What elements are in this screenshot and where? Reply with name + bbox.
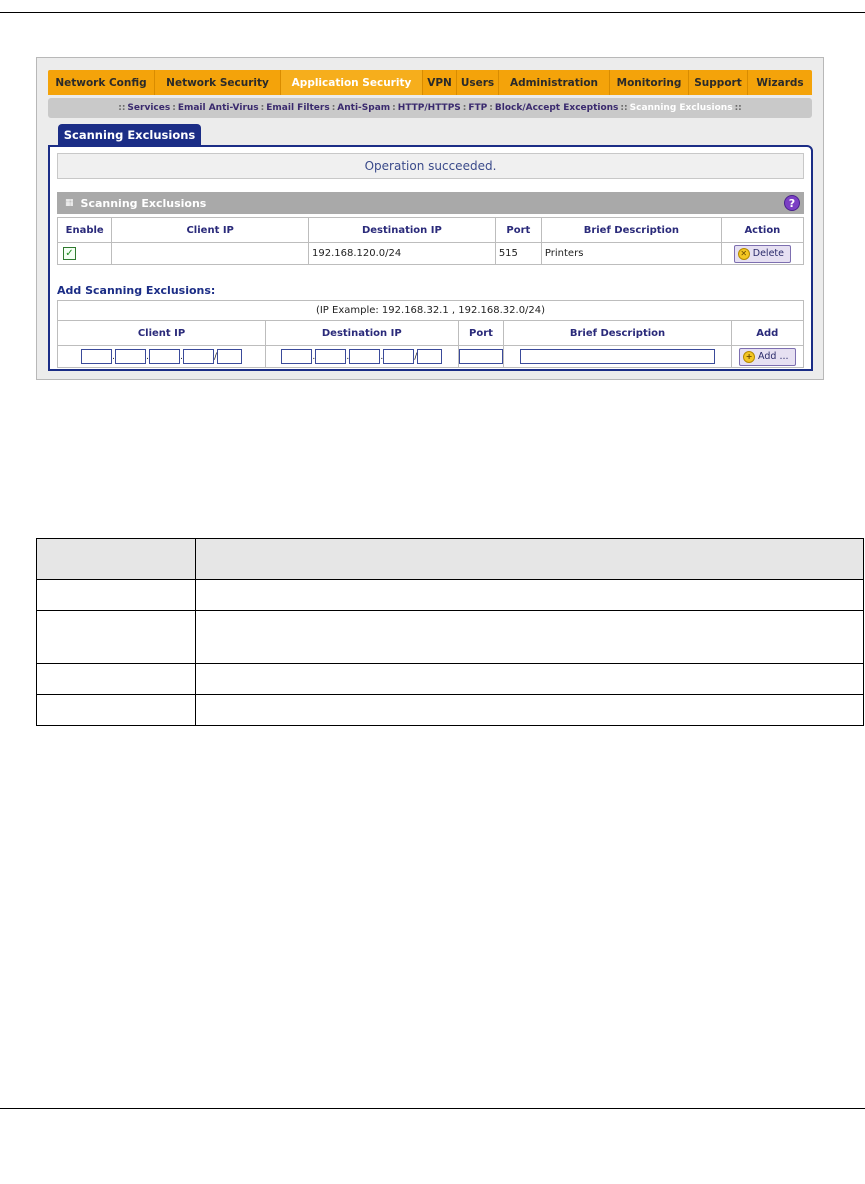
table-row bbox=[58, 243, 804, 265]
doc-table-cell bbox=[37, 695, 196, 726]
column-header: Enable bbox=[58, 218, 112, 243]
table-header-row bbox=[58, 218, 804, 243]
client-ip-cell bbox=[112, 243, 309, 265]
doc-table-header-cell bbox=[196, 539, 864, 580]
sub-nav-separator: : bbox=[489, 103, 493, 113]
destination-ip-octet-1[interactable] bbox=[281, 349, 312, 364]
column-header: Add bbox=[731, 321, 803, 346]
sub-nav-separator: :: bbox=[620, 103, 628, 113]
sub-nav-anti-spam[interactable]: Anti-Spam bbox=[337, 103, 391, 113]
doc-table-cell bbox=[37, 664, 196, 695]
client-ip-octet-2[interactable] bbox=[115, 349, 146, 364]
destination-ip-mask[interactable] bbox=[417, 349, 442, 364]
destination-ip-octet-4[interactable] bbox=[383, 349, 414, 364]
doc-table-cell bbox=[37, 611, 196, 664]
column-header: Action bbox=[721, 218, 803, 243]
doc-table-header-cell bbox=[37, 539, 196, 580]
section-title: Scanning Exclusions bbox=[80, 196, 207, 210]
column-header: Brief Description bbox=[541, 218, 721, 243]
example-row bbox=[58, 301, 804, 321]
add-plus-icon: + bbox=[743, 351, 755, 363]
table-header-row bbox=[58, 321, 804, 346]
status-message: Operation succeeded. bbox=[57, 153, 804, 179]
destination-ip-octet-2[interactable] bbox=[315, 349, 346, 364]
delete-button-label: Delete bbox=[752, 248, 784, 259]
nav-vpn[interactable]: VPN bbox=[423, 70, 457, 95]
sub-nav-separator: : bbox=[260, 103, 265, 113]
port-cell: 515 bbox=[495, 243, 541, 265]
screenshot-figure bbox=[36, 57, 824, 380]
nav-application-security[interactable]: Application Security bbox=[281, 70, 423, 95]
footer-rule bbox=[0, 1108, 865, 1109]
description-cell: Printers bbox=[541, 243, 721, 265]
sub-nav-separator: : bbox=[172, 103, 176, 113]
sub-nav bbox=[48, 98, 812, 118]
add-cell bbox=[731, 346, 803, 368]
add-button[interactable] bbox=[739, 348, 795, 366]
sub-nav-services[interactable]: Services bbox=[127, 103, 171, 113]
doc-table-cell bbox=[196, 695, 864, 726]
nav-network-security[interactable]: Network Security bbox=[155, 70, 281, 95]
add-exclusions-table bbox=[57, 300, 804, 368]
doc-table-cell bbox=[37, 580, 196, 611]
add-button-label: Add ... bbox=[758, 351, 789, 362]
client-ip-octet-3[interactable] bbox=[149, 349, 180, 364]
sub-nav-separator: : bbox=[392, 103, 396, 113]
client-ip-octet-1[interactable] bbox=[81, 349, 112, 364]
sub-nav-email-filters[interactable]: Email Filters bbox=[266, 103, 330, 113]
sub-nav-separator: : bbox=[462, 103, 467, 113]
doc-table-cell bbox=[196, 664, 864, 695]
sub-nav-separator: : bbox=[331, 103, 336, 113]
nav-network-config[interactable]: Network Config bbox=[48, 70, 155, 95]
doc-table-cell bbox=[196, 611, 864, 664]
column-header: Client IP bbox=[58, 321, 266, 346]
nav-users[interactable]: Users bbox=[457, 70, 499, 95]
nav-support[interactable]: Support bbox=[689, 70, 748, 95]
enable-cell bbox=[58, 243, 112, 265]
client-ip-octet-4[interactable] bbox=[183, 349, 214, 364]
tab-scanning-exclusions[interactable]: Scanning Exclusions bbox=[58, 124, 201, 146]
nav-wizards[interactable]: Wizards bbox=[756, 76, 804, 89]
doc-table-header-row bbox=[37, 539, 864, 580]
column-header: Port bbox=[458, 321, 504, 346]
nav-administration[interactable]: Administration bbox=[499, 70, 610, 95]
port-input-cell bbox=[458, 346, 504, 368]
column-header: Client IP bbox=[112, 218, 309, 243]
client-ip-mask[interactable] bbox=[217, 349, 242, 364]
sub-nav-scanning-exclusions[interactable]: Scanning Exclusions bbox=[629, 103, 733, 113]
column-header: Destination IP bbox=[308, 218, 495, 243]
destination-ip-octet-3[interactable] bbox=[349, 349, 380, 364]
sub-nav-ftp[interactable]: FTP bbox=[468, 103, 488, 113]
section-header bbox=[57, 192, 804, 214]
doc-table-row bbox=[37, 695, 864, 726]
description-input-cell bbox=[504, 346, 731, 368]
doc-table-row bbox=[37, 611, 864, 664]
delete-x-icon: ✕ bbox=[738, 248, 750, 260]
add-input-row bbox=[58, 346, 804, 368]
help-icon[interactable]: ? bbox=[784, 195, 800, 211]
sub-nav-http-https[interactable]: HTTP/HTTPS bbox=[397, 103, 461, 113]
column-header: Port bbox=[495, 218, 541, 243]
grip-icon: ▦ bbox=[65, 198, 73, 208]
column-header: Brief Description bbox=[504, 321, 731, 346]
sub-nav-separator: :: bbox=[118, 103, 126, 113]
doc-table-row bbox=[37, 580, 864, 611]
exclusions-table bbox=[57, 217, 804, 265]
header-rule bbox=[0, 12, 865, 13]
destination-ip-cell: 192.168.120.0/24 bbox=[308, 243, 495, 265]
port-input[interactable] bbox=[459, 349, 503, 364]
action-cell bbox=[721, 243, 803, 265]
sub-nav-email-anti-virus[interactable]: Email Anti-Virus bbox=[177, 103, 259, 113]
content-panel bbox=[48, 145, 813, 371]
delete-button[interactable] bbox=[734, 245, 791, 263]
doc-table-row bbox=[37, 664, 864, 695]
enable-checkbox[interactable]: ✓ bbox=[63, 247, 76, 260]
column-header: Destination IP bbox=[266, 321, 458, 346]
main-nav bbox=[48, 70, 812, 95]
nav-monitoring[interactable]: Monitoring bbox=[610, 70, 689, 95]
document-table bbox=[36, 538, 864, 726]
add-section-title: Add Scanning Exclusions: bbox=[57, 284, 216, 297]
ip-example-hint: (IP Example: 192.168.32.1 , 192.168.32.0/24) bbox=[58, 301, 804, 321]
doc-table-cell bbox=[196, 580, 864, 611]
description-input[interactable] bbox=[520, 349, 715, 364]
destination-ip-input-group: . . . / bbox=[266, 346, 458, 368]
client-ip-input-group: . . . / bbox=[58, 346, 266, 368]
sub-nav-block-accept-exceptions[interactable]: Block/Accept Exceptions bbox=[494, 103, 619, 113]
sub-nav-separator: :: bbox=[734, 103, 742, 113]
